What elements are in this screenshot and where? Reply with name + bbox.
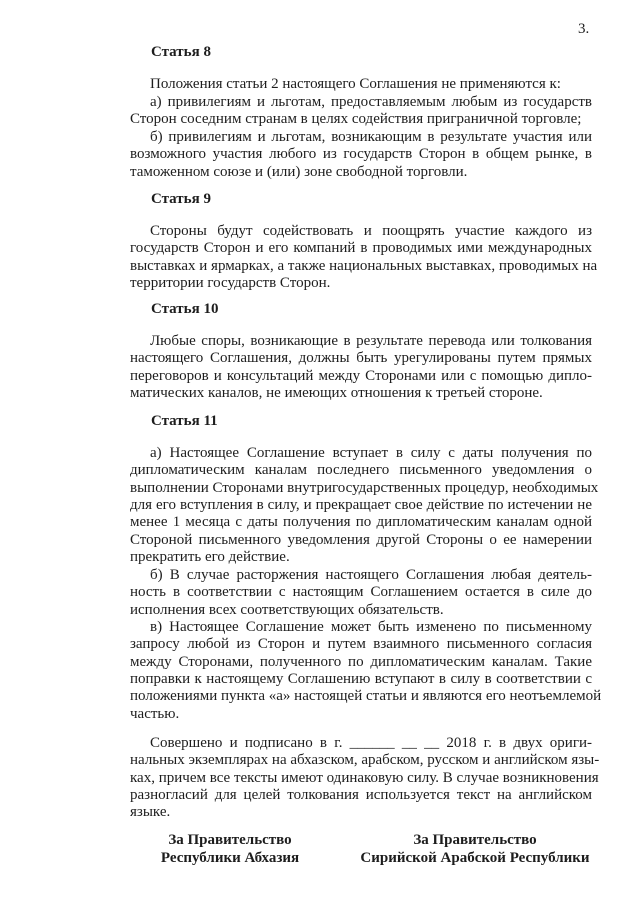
text-line: настоящего Соглашения, должны быть урегулированы путем прямых [130, 350, 592, 367]
text-line: поправки к настоящему Соглашению вступают в силу в соответствии с [130, 671, 592, 688]
text-line: частью. [130, 705, 180, 722]
text-line: между Сторонами, полученного по дипломатическим каналам. Такие [130, 653, 592, 670]
article-heading: Статья 10 [151, 301, 219, 317]
text-line: территории государств Сторон. [130, 275, 331, 292]
paragraph [130, 76, 592, 93]
paragraph [130, 619, 602, 723]
text-line: для его вступления в силу, и прекращает свое действие по истечении не [130, 497, 592, 514]
paragraph [130, 445, 599, 566]
paragraph [130, 94, 592, 129]
paragraph [130, 129, 592, 181]
paragraph [130, 333, 592, 402]
signature-line: За Правительство [168, 832, 292, 848]
text-line: менее 1 месяца с даты получения по дипломатическим каналам одной [130, 514, 592, 531]
text-line: а) Настоящее Соглашение вступает в силу с даты получения по [150, 445, 592, 461]
text-line: ность в соответствии с настоящим Соглашением остается в силе до [130, 584, 592, 601]
text-line: Положения статьи 2 настоящего Соглашения не применяются к: [150, 76, 561, 92]
text-line: выполнении Сторонами внутригосударственных процедур, необходимых [130, 479, 599, 496]
text-line: Стороны будут содействовать и поощрять участие каждого из [150, 223, 592, 239]
text-line: переговоров и консультаций между Сторонами или с помощью дипло- [130, 367, 592, 384]
text-line: Сторон соседним странам в целях содействия приграничной торговле; [130, 111, 582, 128]
text-line: разногласий для целей толкования используется текст на английском [130, 787, 592, 804]
text-line: Стороной письменного уведомления другой Стороны о ее намерении [130, 531, 592, 548]
text-line: государств Сторон и его компаний в проводимых ими международных [130, 240, 592, 257]
text-line: в) Настоящее Соглашение может быть изменено по письменному [150, 619, 592, 635]
text-line: б) привилегиям и льготам, возникающим в результате участия или [150, 129, 592, 145]
text-line: матических каналов, не имеющих отношения к третьей стороне. [130, 385, 543, 402]
article-heading: Статья 9 [151, 191, 211, 207]
article-heading: Статья 8 [151, 44, 211, 60]
paragraph [130, 567, 592, 619]
article-heading: Статья 11 [151, 413, 218, 429]
text-line: нальных экземплярах на абхазском, арабском, русском и английском язы- [130, 752, 600, 769]
text-line: ках, причем все тексты имеют одинаковую силу. В случае возникновения [130, 769, 599, 786]
signature-line: Республики Абхазия [160, 850, 300, 866]
text-line: возможного участия любого из государств Сторон в общем рынке, в [130, 146, 592, 163]
paragraph [130, 223, 598, 292]
signature-block-abkhazia [150, 831, 310, 867]
text-line: языке. [130, 804, 171, 821]
text-line: Совершено и подписано в г. ______ __ __ 2018 г. в двух ориги- [150, 735, 592, 751]
text-line: исполнения всех соответствующих обязательств. [130, 601, 444, 618]
signature-line: Сирийской Арабской Республики [360, 850, 590, 866]
text-line: положениями пункта «а» настоящей статьи и являются его неотъемлемой [130, 688, 602, 705]
text-line: б) В случае расторжения настоящего Соглашения любая деятель- [150, 567, 592, 583]
text-line: запросу любой из Сторон и путем взаимного письменного согласия [130, 636, 592, 653]
page-number: 3. [578, 21, 590, 37]
text-line: прекратить его действие. [130, 549, 290, 566]
signature-block-syria [350, 831, 600, 867]
text-line: таможенном союзе и (или) зоне свободной торговли. [130, 163, 468, 180]
text-line: дипломатическим каналам последнего письменного уведомления о [130, 462, 592, 479]
text-line: а) привилегиям и льготам, предоставляемым любым из государств [150, 94, 592, 110]
signature-line: За Правительство [413, 832, 537, 848]
paragraph [130, 735, 600, 822]
text-line: выставках и ярмарках, а также национальных выставках, проводимых на [130, 257, 598, 274]
text-line: Любые споры, возникающие в результате перевода или толкования [150, 333, 592, 349]
